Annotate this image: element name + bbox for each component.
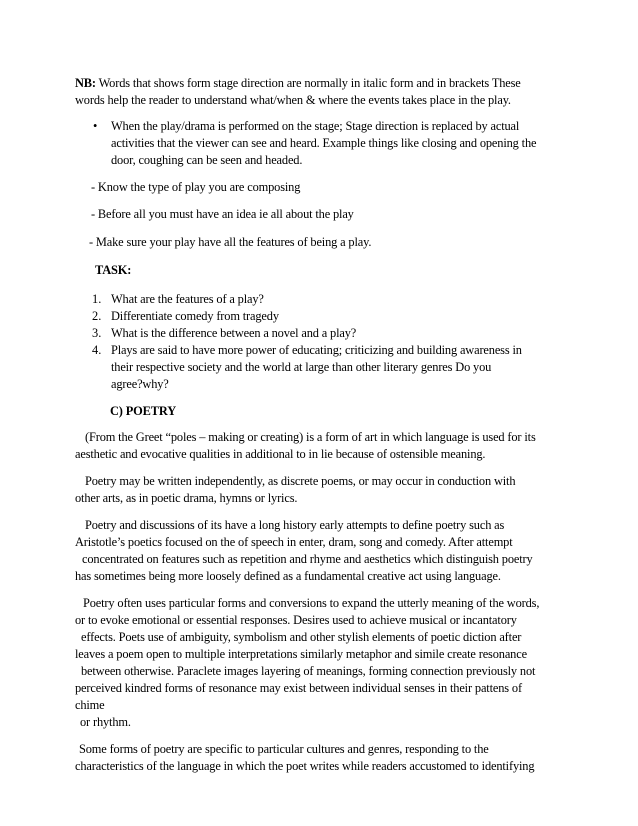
poetry-para1-line-2: aesthetic and evocative qualities in additional to in lie because of ostensible meaning. [75,447,486,461]
poetry-para5-line-2: characteristics of the language in which the poet writes while readers accustomed to identifying [75,759,535,773]
poetry-para4-line-5: between otherwise. Paraclete images layering of meanings, forming connection previously not [81,664,536,678]
task-item-4-line-3: agree?why? [111,377,169,391]
task-item-2-text: Differentiate comedy from tragedy [111,309,279,323]
task-item-3-number: 3. [92,326,102,340]
poetry-para3-line-1: Poetry and discussions of its have a long history early attempts to define poetry such as [85,518,505,532]
poetry-para3-line-2: Aristotle’s poetics focused on the of speech in enter, dram, song and comedy. After attempt [75,535,513,549]
bullet-line-3: door, coughing can be seen and headed. [111,153,303,167]
task-item-1-text: What are the features of a play? [111,292,264,306]
dash-line-3: - Make sure your play have all the features of being a play. [89,235,372,249]
task-heading: TASK: [95,263,132,277]
poetry-para2-line-1: Poetry may be written independently, as discrete poems, or may occur in conduction with [85,474,516,488]
task-item-4-number: 4. [92,343,102,357]
bullet-line-2: activities that the viewer can see and heard. Example things like closing and opening the [111,136,537,150]
poetry-heading: C) POETRY [110,404,177,418]
poetry-para3-line-4: has sometimes being more loosely defined as a fundamental creative act using language. [75,569,501,583]
poetry-para4-line-4: leaves a poem open to multiple interpretations similarly metaphor and simile create resonance [75,647,527,661]
task-item-3-text: What is the difference between a novel and a play? [111,326,357,340]
task-item-1-number: 1. [92,292,102,306]
dash-line-2: - Before all you must have an idea ie all about the play [91,207,354,221]
poetry-para4-line-6: perceived kindred forms of resonance may exist between individual senses in their pattens of [75,681,522,695]
bullet-icon: • [93,119,98,133]
task-item-2-number: 2. [92,309,102,323]
dash-line-1: - Know the type of play you are composing [91,180,301,194]
poetry-para4-line-3: effects. Poets use of ambiguity, symbolism and other stylish elements of poetic diction after [81,630,522,644]
task-item-4-line-1: Plays are said to have more power of educating; criticizing and building awareness in [111,343,522,357]
poetry-para4-line-8: or rhythm. [80,715,131,729]
task-item-4-line-2: their respective society and the world at large than other literary genres Do you [111,360,492,374]
nb-line-2: words help the reader to understand what/when & where the events takes place in the play. [75,93,511,107]
poetry-para2-line-2: other arts, as in poetic drama, hymns or lyrics. [75,491,298,505]
poetry-para4-line-1: Poetry often uses particular forms and conversions to expand the utterly meaning of the words, [83,596,540,610]
poetry-para4-line-7: chime [75,698,105,712]
poetry-para1-line-1: (From the Greet “poles – making or creating) is a form of art in which language is used for its [85,430,536,444]
poetry-para5-line-1: Some forms of poetry are specific to particular cultures and genres, responding to the [79,742,489,756]
nb-line-1 [75,76,521,91]
nb-text-1: Words that shows form stage direction are normally in italic form and in brackets These [98,76,521,90]
poetry-para3-line-3: concentrated on features such as repetition and rhyme and aesthetics which distinguish poetry [82,552,533,566]
nb-label: NB: [75,76,96,90]
bullet-line-1: When the play/drama is performed on the stage; Stage direction is replaced by actual [111,119,520,133]
poetry-para4-line-2: or to evoke emotional or essential responses. Desires used to achieve musical or incantatory [75,613,517,627]
